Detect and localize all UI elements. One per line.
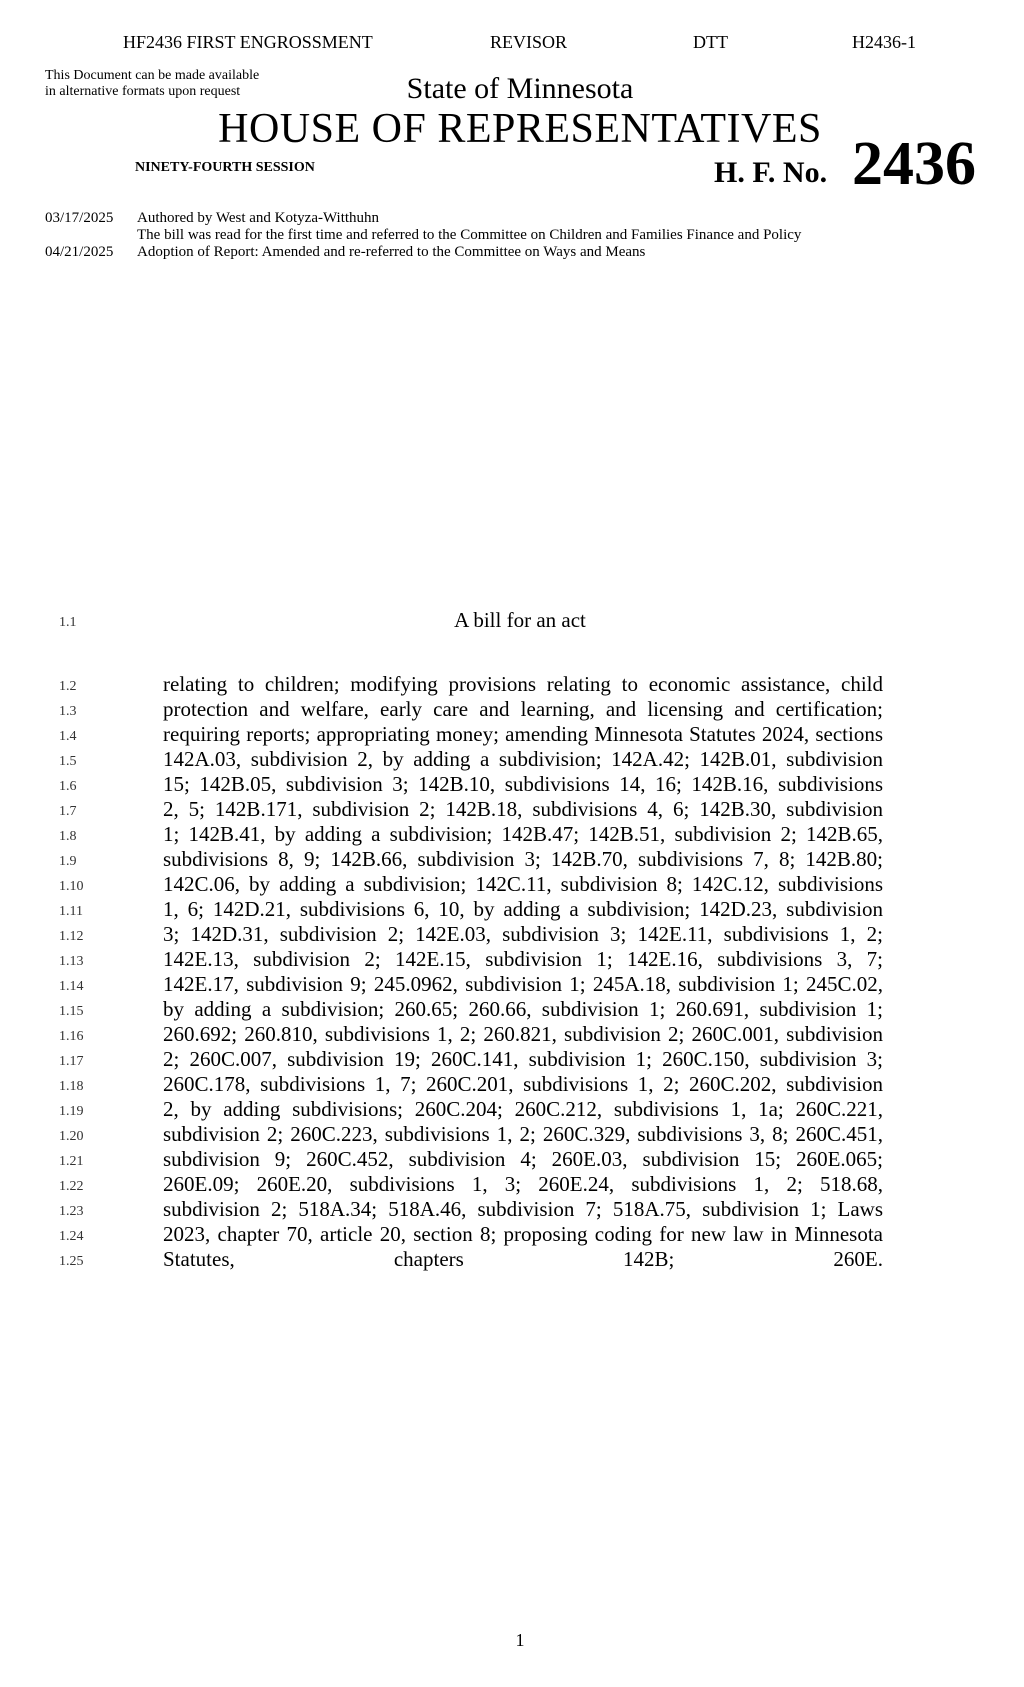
bill-text-line: requiring reports; appropriating money; amending Minnesota Statutes 2024, sections (163, 722, 883, 746)
availability-notice-line-2: in alternative formats upon request (45, 84, 241, 99)
bill-text-line: 1, 6; 142D.21, subdivisions 6, 10, by adding a subdivision; 142D.23, subdivision (163, 897, 883, 921)
chamber-title: HOUSE OF REPRESENTATIVES (218, 106, 822, 152)
bill-text-line: subdivision 9; 260C.452, subdivision 4; 260E.03, subdivision 15; 260E.065; (163, 1147, 883, 1171)
line-number: 1.8 (59, 829, 77, 844)
line-number: 1.14 (59, 979, 84, 994)
bill-text-line: subdivisions 8, 9; 142B.66, subdivision 3; 142B.70, subdivisions 7, 8; 142B.80; (163, 847, 883, 871)
line-number: 1.10 (59, 879, 84, 894)
bill-text-line: 1; 142B.41, by adding a subdivision; 142B.47; 142B.51, subdivision 2; 142B.65, (163, 822, 883, 846)
bill-text-line: 15; 142B.05, subdivision 3; 142B.10, subdivisions 14, 16; 142B.16, subdivisions (163, 772, 883, 796)
bill-text-line: 142C.06, by adding a subdivision; 142C.11, subdivision 8; 142C.12, subdivisions (163, 872, 883, 896)
bill-text-line: 2023, chapter 70, article 20, section 8; proposing coding for new law in Minnesota (163, 1222, 883, 1246)
hf-label: H. F. No. (714, 156, 828, 189)
line-number: 1.16 (59, 1029, 84, 1044)
bill-text-line: 260.692; 260.810, subdivisions 1, 2; 260.821, subdivision 2; 260C.001, subdivision (163, 1022, 883, 1046)
header-drafter: DTT (693, 32, 728, 52)
line-number: 1.15 (59, 1004, 84, 1019)
state-title: State of Minnesota (406, 72, 634, 105)
line-number: 1.18 (59, 1079, 84, 1094)
line-number: 1.3 (59, 704, 77, 719)
line-number: 1.1 (59, 615, 77, 630)
line-number: 1.12 (59, 929, 84, 944)
line-number: 1.17 (59, 1054, 84, 1069)
line-number: 1.13 (59, 954, 84, 969)
action-date: 03/17/2025 (45, 210, 114, 226)
header-document-id: H2436-1 (852, 32, 916, 52)
bill-text-line: 260E.09; 260E.20, subdivisions 1, 3; 260E.24, subdivisions 1, 2; 518.68, (163, 1172, 883, 1196)
line-number: 1.2 (59, 679, 77, 694)
bill-text-line: 2; 260C.007, subdivision 19; 260C.141, subdivision 1; 260C.150, subdivision 3; (163, 1047, 883, 1071)
line-number: 1.6 (59, 779, 77, 794)
line-number: 1.21 (59, 1154, 84, 1169)
bill-text-line: by adding a subdivision; 260.65; 260.66, subdivision 1; 260.691, subdivision 1; (163, 997, 883, 1021)
action-text: Authored by West and Kotyza-Witthuhn (137, 210, 380, 226)
line-number: 1.22 (59, 1179, 84, 1194)
bill-text-line: 3; 142D.31, subdivision 2; 142E.03, subdivision 3; 142E.11, subdivisions 1, 2; (163, 922, 883, 946)
page-number: 1 (515, 1630, 525, 1650)
bill-text-line: 142E.13, subdivision 2; 142E.15, subdivision 1; 142E.16, subdivisions 3, 7; (163, 947, 883, 971)
bill-text-line: 2, by adding subdivisions; 260C.204; 260C.212, subdivisions 1, 1a; 260C.221, (163, 1097, 883, 1121)
action-text: The bill was read for the first time and referred to the Committee on Children and Families Finance and Policy (137, 227, 802, 243)
availability-notice-line-1: This Document can be made available (45, 68, 260, 83)
line-number: 1.25 (59, 1254, 84, 1269)
bill-text-line: subdivision 2; 260C.223, subdivisions 1, 2; 260C.329, subdivisions 3, 8; 260C.451, (163, 1122, 883, 1146)
bill-text-line: 142A.03, subdivision 2, by adding a subdivision; 142A.42; 142B.01, subdivision (163, 747, 883, 771)
line-number: 1.11 (59, 904, 83, 919)
line-number: 1.19 (59, 1104, 84, 1119)
bill-heading: A bill for an act (454, 608, 586, 632)
session-label: NINETY-FOURTH SESSION (135, 160, 315, 175)
bill-text-line: protection and welfare, early care and learning, and licensing and certification; (163, 697, 883, 721)
line-number: 1.7 (59, 804, 77, 819)
bill-text-line: 260C.178, subdivisions 1, 7; 260C.201, subdivisions 1, 2; 260C.202, subdivision (163, 1072, 883, 1096)
bill-text-line: Statutes, chapters 142B; 260E. (163, 1247, 883, 1271)
bill-text-line: subdivision 2; 518A.34; 518A.46, subdivision 7; 518A.75, subdivision 1; Laws (163, 1197, 883, 1221)
bill-text-line: 2, 5; 142B.171, subdivision 2; 142B.18, subdivisions 4, 6; 142B.30, subdivision (163, 797, 883, 821)
line-number: 1.4 (59, 729, 77, 744)
line-number: 1.23 (59, 1204, 84, 1219)
line-number: 1.9 (59, 854, 77, 869)
action-date: 04/21/2025 (45, 244, 114, 260)
line-number: 1.5 (59, 754, 77, 769)
header-bill-engrossment: HF2436 FIRST ENGROSSMENT (123, 32, 373, 52)
header-revisor: REVISOR (490, 32, 568, 52)
bill-text-line: relating to children; modifying provisions relating to economic assistance, child (163, 672, 883, 696)
hf-number: 2436 (852, 130, 976, 198)
bill-text-line: 142E.17, subdivision 9; 245.0962, subdivision 1; 245A.18, subdivision 1; 245C.02, (163, 972, 883, 996)
line-number: 1.20 (59, 1129, 84, 1144)
action-text: Adoption of Report: Amended and re-referred to the Committee on Ways and Means (137, 244, 646, 260)
line-number: 1.24 (59, 1229, 84, 1244)
